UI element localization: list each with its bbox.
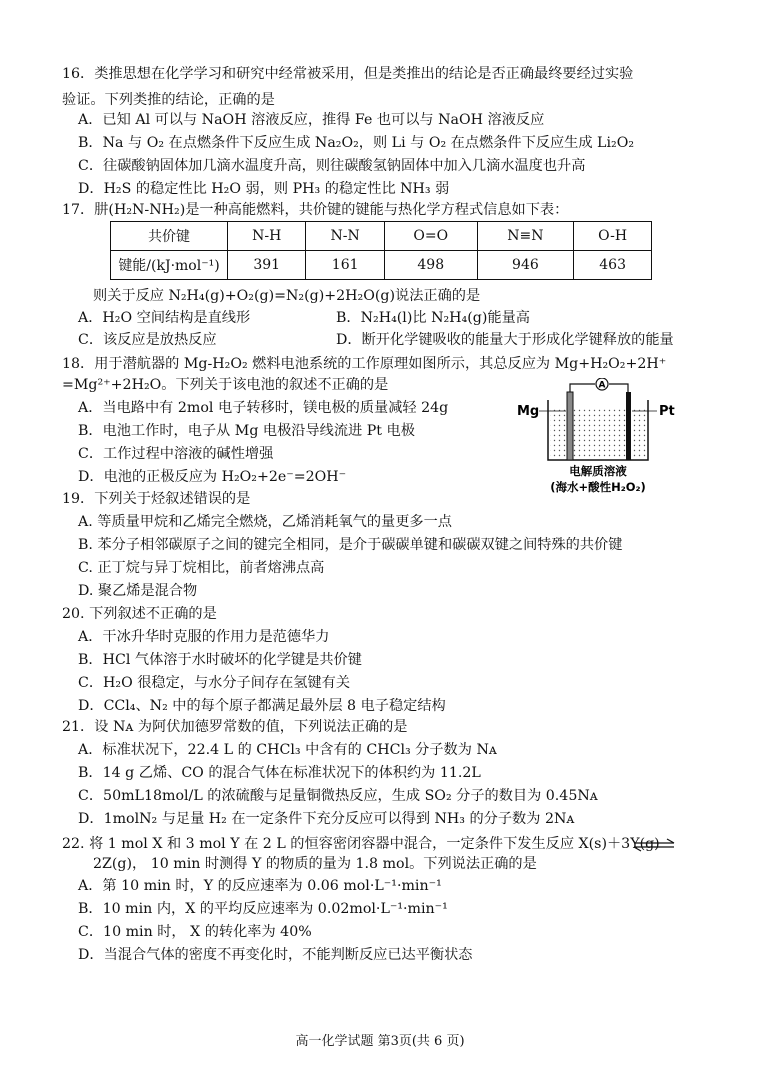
pt-electrode — [626, 392, 631, 460]
q21-option-d: D．1molN₂ 与足量 H₂ 在一定条件下充分反应可以得到 NH₃ 的分子数为 2Nᴀ — [78, 811, 575, 827]
wire-right — [609, 384, 628, 392]
q21-option-a: A．标准状况下，22.4 L 的 CHCl₃ 中含有的 CHCl₃ 分子数为 Nᴀ — [78, 742, 497, 758]
ammeter-label: A — [598, 380, 606, 391]
q17-option-c: C．该反应是放热反应 — [78, 332, 217, 348]
q16-option-d: D．H₂S 的稳定性比 H₂O 弱，则 PH₃ 的稳定性比 NH₃ 弱 — [78, 181, 450, 197]
table-cell-bond: N-H — [228, 222, 306, 251]
q20-option-d: D．CCl₄、N₂ 中的每个原子都满足最外层 8 电子稳定结构 — [78, 698, 446, 714]
q16-option-a: A．已知 Al 可以与 NaOH 溶液反应，推得 Fe 也可以与 NaOH 溶液反应 — [78, 112, 545, 128]
table-cell-energy: 946 — [477, 251, 574, 280]
q19-option-a: A. 等质量甲烷和乙烯完全燃烧，乙烯消耗氧气的量更多一点 — [78, 514, 452, 530]
bond-energy-table — [110, 221, 652, 280]
q19-stem: 19．下列关于烃叙述错误的是 — [62, 491, 251, 507]
page-footer: 高一化学试题 第3页(共 6 页) — [295, 1034, 465, 1049]
q16-stem-line1: 16．类推思想在化学学习和研究中经常被采用，但是类推出的结论是否正确最终要经过实验 — [62, 66, 634, 82]
electrolyte-caption-detail: (海水+酸性H₂O₂) — [550, 480, 646, 494]
electrolyte-solution — [550, 408, 646, 458]
table-cell-bond: O=O — [384, 222, 477, 251]
mg-label: Mg — [517, 404, 540, 419]
table-header-energy: 键能/(kJ·mol⁻¹) — [111, 251, 228, 280]
q20-option-a: A．干冰升华时克服的作用力是范德华力 — [78, 629, 330, 645]
q18-option-c: C．工作过程中溶液的碱性增强 — [78, 446, 274, 462]
q21-option-c: C．50mL18mol/L 的浓硫酸与足量铜微热反应，生成 SO₂ 分子的数目为 0.45Nᴀ — [78, 788, 598, 804]
table-cell-energy: 161 — [306, 251, 385, 280]
table-header-bond: 共价键 — [111, 222, 228, 251]
q17-option-a: A．H₂O 空间结构是直线形 — [78, 310, 251, 326]
q22-option-c: C．10 min 时， X 的转化率为 40% — [78, 924, 312, 940]
q21-stem: 21．设 Nᴀ 为阿伏加德罗常数的值，下列说法正确的是 — [62, 719, 408, 735]
q16-option-c: C．往碳酸钠固体加几滴水温度升高，则往碳酸氢钠固体中加入几滴水温度也升高 — [78, 158, 586, 174]
q18-option-b: B．电池工作时，电子从 Mg 电极沿导线流进 Pt 电极 — [78, 423, 415, 439]
fuel-cell-diagram — [512, 378, 692, 498]
q16-stem-line2: 验证。下列类推的结论，正确的是 — [62, 92, 275, 108]
q18-option-a: A．当电路中有 2mol 电子转移时，镁电极的质量减轻 24g — [78, 400, 449, 416]
table-cell-bond: N-N — [306, 222, 385, 251]
table-cell-energy: 498 — [384, 251, 477, 280]
equilibrium-arrow-icon — [632, 838, 676, 852]
q17-sub-stem: 则关于反应 N₂H₄(g)+O₂(g)=N₂(g)+2H₂O(g)说法正确的是 — [93, 288, 481, 304]
q16-option-b: B．Na 与 O₂ 在点燃条件下反应生成 Na₂O₂，则 Li 与 O₂ 在点燃条件下反应生成 Li₂O₂ — [78, 135, 635, 151]
q17-option-d: D．断开化学键吸收的能量大于形成化学键释放的能量 — [336, 332, 674, 348]
q22-stem-line1: 22. 将 1 mol X 和 3 mol Y 在 2 L 的恒容密闭容器中混合，一定条件下发生反应 X(s)＋3Y(g) — [62, 836, 660, 852]
q20-option-c: C．H₂O 很稳定，与水分子间存在氢键有关 — [78, 675, 351, 691]
q22-stem-line2: 2Z(g)， 10 min 时测得 Y 的物质的量为 1.8 mol。下列说法正确的是 — [93, 856, 537, 872]
q20-stem: 20. 下列叙述不正确的是 — [62, 606, 217, 622]
q18-option-d: D．电池的正极反应为 H₂O₂+2e⁻=2OH⁻ — [78, 469, 347, 485]
q18-stem-line2: =Mg²⁺+2H₂O。下列关于该电池的叙述不正确的是 — [62, 377, 389, 393]
q22-option-b: B．10 min 内，X 的平均反应速率为 0.02mol·L⁻¹·min⁻¹ — [78, 901, 448, 917]
q17-option-b: B．N₂H₄(l)比 N₂H₄(g)能量高 — [336, 310, 530, 326]
q21-option-b: B．14 g 乙烯、CO 的混合气体在标准状况下的体积约为 11.2L — [78, 765, 481, 781]
table-row-energies — [111, 251, 652, 280]
mg-electrode — [567, 392, 573, 460]
q19-option-d: D. 聚乙烯是混合物 — [78, 583, 198, 599]
table-cell-bond: N≡N — [477, 222, 574, 251]
q19-option-c: C. 正丁烷与异丁烷相比，前者熔沸点高 — [78, 560, 325, 576]
q22-option-a: A．第 10 min 时，Y 的反应速率为 0.06 mol·L⁻¹·min⁻¹ — [78, 878, 442, 894]
table-cell-energy: 463 — [574, 251, 652, 280]
table-cell-energy: 391 — [228, 251, 306, 280]
q20-option-b: B．HCl 气体溶于水时破坏的化学键是共价键 — [78, 652, 362, 668]
table-row-bonds — [111, 222, 652, 251]
q18-stem-line1: 18．用于潜航器的 Mg-H₂O₂ 燃料电池系统的工作原理如图所示，其总反应为 Mg+H₂O₂+2H⁺ — [62, 356, 667, 372]
table-cell-bond: O-H — [574, 222, 652, 251]
wire-left — [570, 384, 595, 392]
q22-option-d: D．当混合气体的密度不再变化时，不能判断反应已达平衡状态 — [78, 947, 473, 963]
q17-stem: 17．肼(H₂N-NH₂)是一种高能燃料，共价键的键能与热化学方程式信息如下表： — [62, 202, 569, 218]
q19-option-b: B. 苯分子相邻碳原子之间的键完全相同，是介于碳碳单键和碳碳双键之间特殊的共价键 — [78, 537, 623, 553]
electrolyte-caption: 电解质溶液 — [569, 464, 627, 478]
pt-label: Pt — [659, 404, 675, 419]
